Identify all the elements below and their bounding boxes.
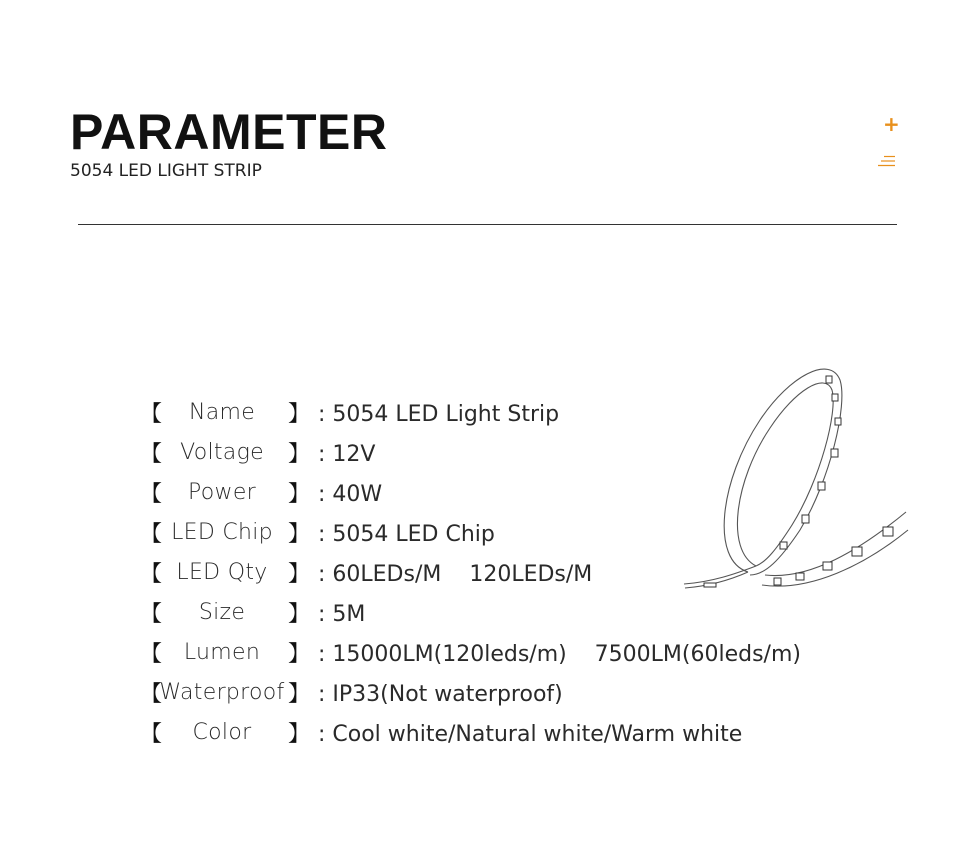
bracket-open: 【 — [140, 442, 163, 467]
spec-label: LED Qty — [176, 560, 268, 585]
bracket-close: 】 — [288, 682, 311, 707]
bracket-close: 】 — [288, 522, 311, 547]
spec-value: : IP33(Not waterproof) — [318, 682, 563, 707]
page-title: PARAMETER — [70, 104, 388, 160]
bracket-open: 【 — [140, 682, 163, 707]
bracket-open: 【 — [140, 482, 163, 507]
spec-value: : 15000LM(120leds/m) 7500LM(60leds/m) — [318, 642, 801, 667]
spec-value: : 5054 LED Chip — [318, 522, 495, 547]
spec-label: Name — [188, 400, 256, 425]
spec-label: Lumen — [183, 640, 261, 665]
spec-label: Size — [198, 600, 246, 625]
menu-lines-icon[interactable] — [878, 155, 896, 167]
bracket-close: 】 — [288, 722, 311, 747]
spec-value: : 12V — [318, 442, 376, 467]
bracket-close: 】 — [288, 442, 311, 467]
spec-label: LED Chip — [171, 520, 273, 545]
spec-value: : Cool white/Natural white/Warm white — [318, 722, 743, 747]
bracket-close: 】 — [288, 562, 311, 587]
spec-label: Color — [192, 720, 252, 745]
bracket-open: 【 — [140, 562, 163, 587]
spec-label: Waterproof — [159, 680, 285, 705]
bracket-open: 【 — [140, 642, 163, 667]
bracket-open: 【 — [140, 522, 163, 547]
spec-value: : 5M — [318, 602, 366, 627]
spec-row-size — [138, 595, 838, 635]
spec-row-waterproof — [138, 675, 838, 715]
spec-value: : 60LEDs/M 120LEDs/M — [318, 562, 593, 587]
bracket-close: 】 — [288, 602, 311, 627]
spec-value: : 5054 LED Light Strip — [318, 402, 560, 427]
plus-icon[interactable]: + — [883, 112, 900, 136]
bracket-open: 【 — [140, 722, 163, 747]
spec-value: : 40W — [318, 482, 383, 507]
bracket-open: 【 — [140, 402, 163, 427]
bracket-open: 【 — [140, 602, 163, 627]
bracket-close: 】 — [288, 482, 311, 507]
bracket-close: 】 — [288, 402, 311, 427]
led-strip-coil-icon — [680, 360, 910, 600]
spec-label: Voltage — [180, 440, 264, 465]
spec-label: Power — [187, 480, 256, 505]
spec-row-lumen — [138, 635, 838, 675]
header-divider — [78, 224, 897, 225]
bracket-close: 】 — [288, 642, 311, 667]
page-subtitle: 5054 LED LIGHT STRIP — [70, 161, 262, 181]
spec-row-color — [138, 715, 838, 755]
